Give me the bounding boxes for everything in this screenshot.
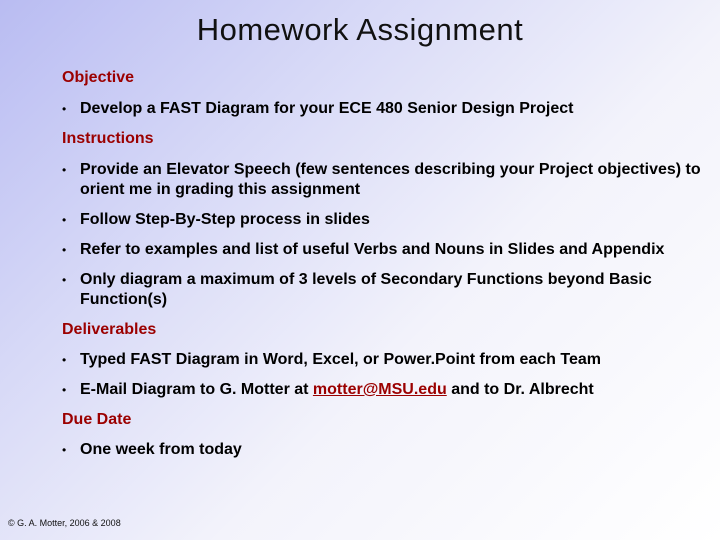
bullet-text-before: E-Mail Diagram to G. Motter at (80, 381, 313, 398)
bullet-icon: • (62, 213, 67, 227)
email-link[interactable]: motter@MSU.edu (312, 381, 447, 398)
bullet-icon: • (62, 383, 67, 397)
bullet-icon: • (62, 443, 67, 457)
bullet-icon: • (62, 353, 67, 367)
bullet-icon: • (62, 273, 67, 287)
bullet-text: One week from today (80, 441, 242, 458)
bullet-text: Follow Step-By-Step process in slides (80, 211, 370, 228)
bullet-text-after: and to Dr. Albrecht (446, 381, 594, 398)
bullet-icon: • (62, 163, 67, 177)
bullet-text: Refer to examples and list of useful Verbs and Nouns in Slides and Appendix (80, 241, 665, 258)
section-heading-instructions: Instructions (62, 130, 154, 147)
bullet-icon: • (62, 102, 67, 116)
bullet-item (62, 240, 702, 260)
section-heading-objective: Objective (62, 69, 135, 86)
section-heading-due-date: Due Date (62, 411, 132, 428)
bullet-item (62, 270, 702, 310)
copyright-footer: © G. A. Motter, 2006 & 2008 (8, 518, 121, 528)
bullet-item (62, 380, 702, 400)
section-heading-deliverables: Deliverables (62, 321, 157, 338)
bullet-item (62, 440, 702, 460)
bullet-text: Typed FAST Diagram in Word, Excel, or Power.Point from each Team (80, 351, 602, 368)
bullet-item (62, 99, 702, 119)
bullet-text: Provide an Elevator Speech (few sentences describing your Project objectives) to orient me in grading this assignment (80, 161, 701, 198)
bullet-item (62, 160, 702, 200)
bullet-item (62, 350, 702, 370)
bullet-text: Develop a FAST Diagram for your ECE 480 Senior Design Project (80, 100, 574, 117)
bullet-text: Only diagram a maximum of 3 levels of Secondary Functions beyond Basic Function(s) (80, 271, 652, 308)
bullet-item (62, 210, 702, 230)
slide-content (62, 68, 702, 460)
slide-title: Homework Assignment (196, 12, 524, 47)
bullet-icon: • (62, 243, 67, 257)
